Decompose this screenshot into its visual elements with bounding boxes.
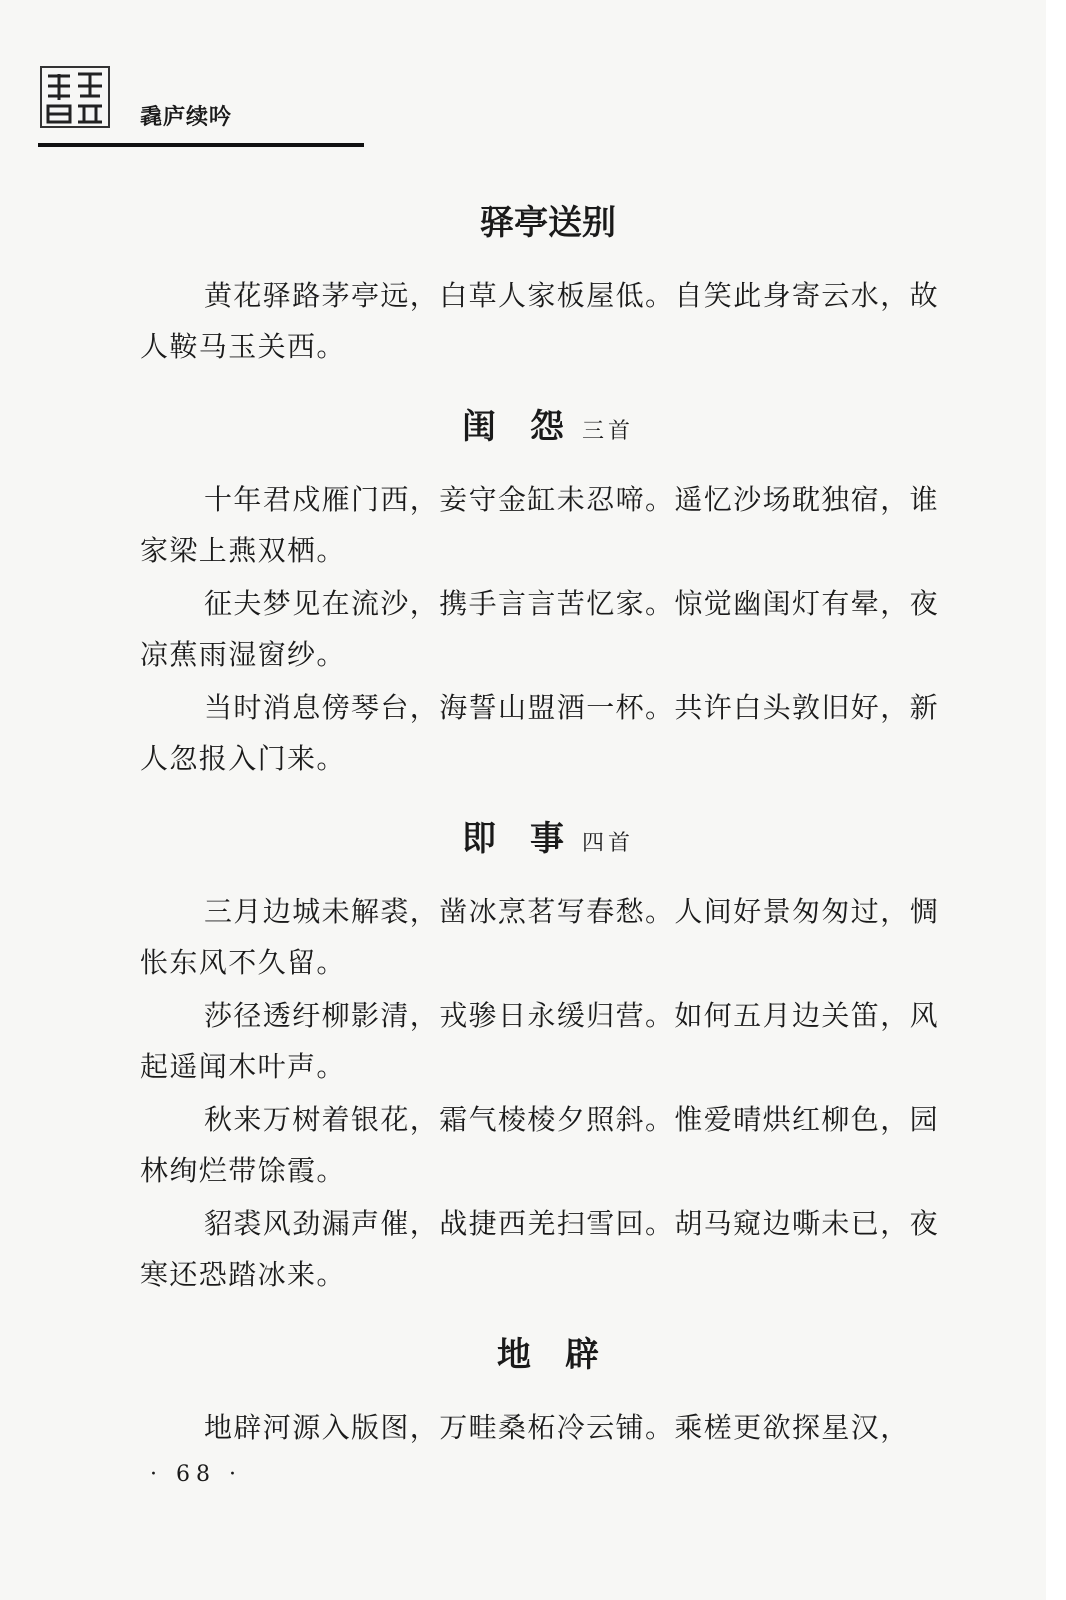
section-title-text: 地 辟 bbox=[497, 1335, 599, 1375]
header-rule bbox=[38, 143, 364, 147]
page-number: · 68 · bbox=[150, 1462, 242, 1487]
section-title-text: 驿亭送别 bbox=[480, 203, 616, 243]
poem-stanza: 黄花驿路茅亭远，白草人家板屋低。自笑此身寄云水，故人鞍马玉关西。 bbox=[140, 279, 940, 363]
section-title bbox=[140, 806, 956, 872]
section-title-text: 即 事 bbox=[461, 819, 564, 859]
poem-stanza: 地辟河源入版图，万畦桑柘冷云铺。乘槎更欲探星汉， bbox=[204, 1411, 910, 1444]
poem-stanza: 莎径透纡柳影清，戎骖日永缓归营。如何五月边关笛，风起遥闻木叶声。 bbox=[140, 999, 940, 1083]
section-title bbox=[140, 394, 956, 460]
running-title: 毳庐续吟 bbox=[140, 105, 233, 130]
poem-stanza: 十年君戍雁门西，妾守金缸未忍啼。遥忆沙场耽独宿，谁家梁上燕双栖。 bbox=[140, 483, 940, 567]
poem-stanza: 秋来万树着银花，霜气棱棱夕照斜。惟爱晴烘红柳色，园林绚烂带馀霞。 bbox=[140, 1103, 940, 1187]
seal-stamp-icon bbox=[40, 66, 110, 128]
page-edge bbox=[1046, 0, 1066, 1600]
poem-stanza: 征夫梦见在流沙，携手言言苦忆家。惊觉幽闺灯有晕，夜凉蕉雨湿窗纱。 bbox=[140, 587, 940, 671]
section-title bbox=[140, 1322, 956, 1388]
section-title bbox=[140, 190, 956, 256]
poem-stanza: 三月边城未解裘，凿冰烹茗写春愁。人间好景匆匆过，惆怅东风不久留。 bbox=[140, 895, 940, 979]
section-title-note: 四首 bbox=[581, 831, 634, 856]
poem-stanza: 当时消息傍琴台，海誓山盟酒一杯。共许白头敦旧好，新人忽报入门来。 bbox=[140, 691, 940, 775]
poem-stanza: 貂裘风劲漏声催，战捷西羌扫雪回。胡马窥边嘶未已，夜寒还恐踏冰来。 bbox=[140, 1207, 940, 1291]
poem-content bbox=[140, 190, 956, 1455]
section-title-text: 闺 怨 bbox=[461, 407, 564, 447]
section-title-note: 三首 bbox=[581, 419, 634, 444]
